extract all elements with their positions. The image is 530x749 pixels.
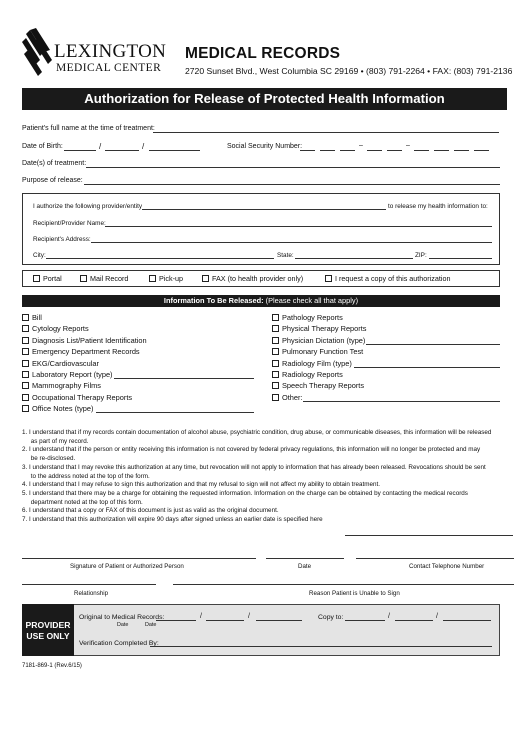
reason-label: Reason Patient is Unable to Sign [309,590,400,597]
item-label: Physician Dictation (type) [282,335,366,345]
ssn-digit-field[interactable] [454,150,469,151]
item-label: Speech Therapy Reports [282,381,365,391]
ssn-digit-field[interactable] [320,150,335,151]
copy-slash: / [436,613,438,620]
info-item-physical-therapy[interactable] [272,323,502,334]
provider-box [22,604,500,656]
item-label: Office Notes (type) [32,404,94,414]
recipient-address-label: Recipient's Address: [33,236,91,243]
city-label: City: [33,252,46,259]
item-label: Radiology Film (type) [282,358,352,368]
item-label: Emergency Department Records [32,347,140,357]
statement-line: to the address noted at the top of the form. [22,472,150,480]
statement-line: as part of my record. [22,437,89,445]
checkbox[interactable] [33,275,40,282]
option-label: Pick-up [159,274,183,283]
info-item-mammography[interactable] [22,380,262,391]
info-item-pulmonary[interactable] [272,346,502,357]
state-label: State: [277,252,294,259]
statement-line: 1. I understand that if my records contain documentation of alcohol abuse, psychiatric condition, drug abuse, or communicable diseases, this information will be released [22,429,492,436]
statement-line: department noted at the top of this form. [22,498,143,506]
copy-slash: / [388,613,390,620]
contact-phone-field[interactable] [356,558,514,559]
purpose-label: Purpose of release: [22,177,83,184]
verification-field[interactable] [150,646,492,647]
checkbox[interactable] [22,325,29,332]
relationship-field[interactable] [22,584,156,585]
recipient-address-field[interactable] [91,242,492,243]
checkbox[interactable] [272,394,279,401]
delivery-option-pickup[interactable] [149,274,183,283]
office-notes-type-field[interactable] [96,412,254,413]
original-date-sub: Date [117,622,129,628]
statement-line: 5. I understand that there may be a charge for obtaining the requested information. Information on the charge can be obtained by contacting the medical records [22,489,468,497]
info-section-header [22,295,500,307]
original-month-field[interactable] [156,620,196,621]
statement-line: 4. I understand that I may refuse to sign this authorization and that my refusal to sign will not affect my ability to obtain treatment. [22,481,380,489]
laboratory-type-field[interactable] [114,378,254,379]
item-label: EKG/Cardiovascular [32,358,99,368]
logo-line1: LEXINGTON [54,41,167,62]
copy-to-month-field[interactable] [345,620,385,621]
radiology-film-type-field[interactable] [354,367,500,368]
checkbox[interactable] [22,314,29,321]
relationship-label: Relationship [74,590,109,597]
item-label: Bill [32,313,42,322]
full-name-field[interactable] [153,132,499,133]
dob-slash: / [142,142,145,151]
logo-mark-icon [22,28,54,76]
info-item-pathology[interactable] [272,312,502,323]
item-label: Diagnosis List/Patient Identification [32,335,147,345]
header-address: 2720 Sunset Blvd., West Columbia SC 29169 • (803) 791-2264 • FAX: (803) 791-2136 [185,66,513,76]
treatment-dates-field[interactable] [86,167,500,168]
statement-line: be re-disclosed. [22,455,76,463]
form-code: 7181-869-1 (Rev.6/15) [22,663,82,669]
ssn-dash: – [406,142,410,149]
ssn-digit-field[interactable] [414,150,429,151]
option-label: FAX (to health provider only) [212,274,304,283]
info-item-bill[interactable] [22,312,262,323]
copy-to-day-field[interactable] [395,620,433,621]
ssn-digit-field[interactable] [300,150,315,151]
signature-date-field[interactable] [266,558,344,559]
checkbox[interactable] [22,337,29,344]
checkbox[interactable] [272,325,279,332]
checkbox[interactable] [272,371,279,378]
original-year-field[interactable] [256,620,302,621]
original-day-field[interactable] [206,620,244,621]
signature-field[interactable] [22,558,256,559]
checkbox[interactable] [22,382,29,389]
delivery-option-mail[interactable] [80,274,128,283]
dept-title: MEDICAL RECORDS [185,45,341,62]
info-item-diagnosis[interactable] [22,335,262,346]
info-item-speech-therapy[interactable] [272,380,502,391]
to-release-label: to release my health information to: [388,203,488,210]
signature-label: Signature of Patient or Authorized Person [70,563,184,570]
checkbox[interactable] [22,348,29,355]
provider-tag-line2: USE ONLY [26,630,70,641]
info-item-radiology-reports[interactable] [272,369,502,380]
checkbox[interactable] [202,275,209,282]
original-slash: / [200,613,202,620]
state-field[interactable] [295,258,413,259]
checkbox[interactable] [80,275,87,282]
checkbox[interactable] [149,275,156,282]
item-label: Other: [282,392,303,402]
authorize-label: I authorize the following provider/entity [33,203,143,210]
info-item-ekg[interactable] [22,358,262,369]
ssn-digit-field[interactable] [434,150,449,151]
treatment-dates-label: Date(s) of treatment: [22,160,87,167]
checkbox[interactable] [272,314,279,321]
checkbox[interactable] [22,394,29,401]
item-label: Physical Therapy Reports [282,324,367,334]
checkbox[interactable] [272,360,279,367]
logo [22,28,172,78]
item-label: Radiology Reports [282,370,343,380]
verification-label: Verification Completed By: [79,640,159,647]
phone-label: Contact Telephone Number [409,563,485,570]
form-title-bar [22,88,507,110]
date-label: Date [298,563,312,570]
info-heading-bold: Information To Be Released: [163,296,264,305]
purpose-field[interactable] [84,184,500,185]
delivery-option-copy[interactable] [325,274,450,283]
logo-line2: MEDICAL CENTER [56,62,162,74]
statement-line: 2. I understand that if the person or entity receiving this information is not covered by federal privacy regulations, this information will no longer be protected and may [22,446,481,454]
option-label: Portal [43,274,62,283]
item-label: Pulmonary Function Test [282,347,364,357]
copy-to-year-field[interactable] [443,620,491,621]
checkbox[interactable] [22,360,29,367]
info-item-cytology[interactable] [22,323,262,334]
provider-tag-line1: PROVIDER [25,620,71,630]
ssn-digit-field[interactable] [474,150,489,151]
original-slash: / [248,613,250,620]
item-label: Mammography Films [32,381,101,391]
item-label: Pathology Reports [282,313,343,322]
physician-dictation-type-field[interactable] [366,344,500,345]
delivery-option-portal[interactable] [33,274,62,283]
copy-date-sub: Date [145,622,157,628]
checkbox[interactable] [272,382,279,389]
info-heading-note: (Please check all that apply) [263,296,359,305]
city-field[interactable] [46,258,274,259]
other-field[interactable] [303,401,500,402]
dob-year-field[interactable] [149,150,200,151]
reason-field[interactable] [173,584,514,585]
ssn-digit-field[interactable] [367,150,382,151]
authorize-provider-field[interactable] [142,209,386,210]
statement-line: 7. I understand that this authorization will expire 90 days after signed unless an earlier date is specified here [22,516,323,524]
info-left-list [22,312,262,415]
form-title: Authorization for Release of Protected Health Information [84,91,445,106]
checkbox[interactable] [325,275,332,282]
zip-label: ZIP: [415,252,427,259]
dob-label: Date of Birth: [22,143,63,150]
checkbox[interactable] [272,337,279,344]
dob-month-field[interactable] [64,150,96,151]
option-label: I request a copy of this authorization [335,274,451,283]
option-label: Mail Record [90,274,129,283]
statements [22,429,512,525]
info-item-emergency[interactable] [22,346,262,357]
dob-day-field[interactable] [105,150,139,151]
dob-slash: / [99,142,102,151]
ssn-label: Social Security Number: [227,143,303,150]
ssn-dash: – [359,142,363,149]
copy-to-label: Copy to: [318,614,344,621]
checkbox[interactable] [22,405,29,412]
original-label: Original to Medical Records: [79,614,165,621]
recipient-name-field[interactable] [105,226,492,227]
info-item-occupational[interactable] [22,392,262,403]
recipient-name-label: Recipient/Provider Name: [33,220,106,227]
item-label: Laboratory Report (type) [32,370,113,380]
info-right-list [272,312,502,403]
zip-field[interactable] [429,258,492,259]
full-name-label: Patient's full name at the time of treatment: [22,125,155,132]
checkbox[interactable] [272,348,279,355]
ssn-digit-field[interactable] [340,150,355,151]
ssn-digit-field[interactable] [387,150,402,151]
statement-line: 6. I understand that a copy or FAX of this document is just as valid as the original document. [22,507,279,515]
checkbox[interactable] [22,371,29,378]
item-label: Occupational Therapy Reports [32,392,133,402]
delivery-option-fax[interactable] [202,274,303,283]
provider-tag [22,604,74,656]
statement-line: 3. I understand that I may revoke this authorization at any time, but revocation will not apply to information that has already been released. Revocations should be sent [22,463,486,471]
item-label: Cytology Reports [32,324,89,334]
expiration-date-field[interactable] [345,535,513,536]
